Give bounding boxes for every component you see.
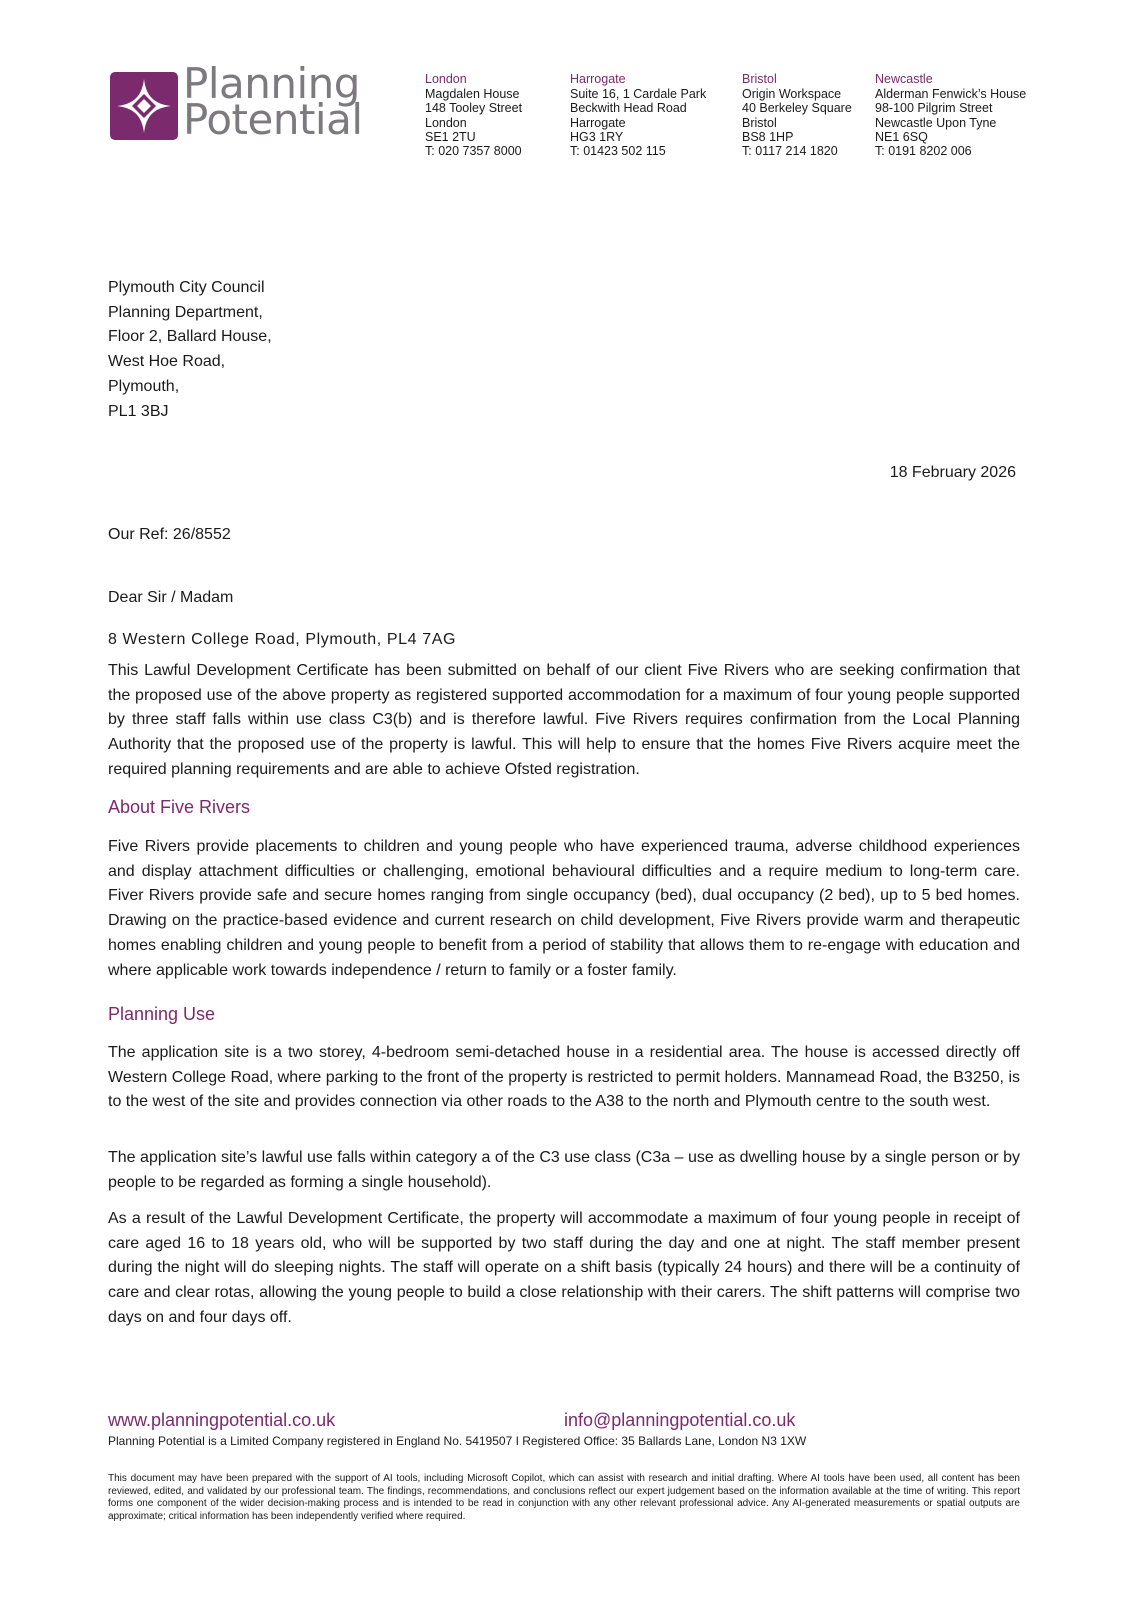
about-paragraph: Five Rivers provide placements to children and young people who have experienced trauma, adverse childhood experiences and display attachment difficulties or challenging, emotional behavioural difficulties and a require medium to long-term care. Fiver Rivers provide safe and secure homes ranging from single occupancy (bed), dual occupancy (2 bed), up to 5 bed homes. Drawing on the practice-based evidence and current research on child development, Five Rivers provide warm and therapeutic homes enabling children and young people to benefit from a period of stability that allows them to re-engage with education and where applicable work towards independence / return to family or a foster family. — [108, 838, 1020, 979]
office-line: Harrogate — [570, 115, 626, 130]
logo-mark-icon — [110, 72, 178, 140]
office-line: Bristol — [742, 115, 777, 130]
office-phone: T: 020 7357 8000 — [425, 144, 522, 159]
office-london — [425, 72, 522, 158]
office-city: Newcastle — [875, 72, 933, 86]
address-line: Plymouth, — [108, 377, 180, 395]
office-harrogate — [570, 72, 706, 158]
ai-disclaimer: This document may have been prepared with the support of AI tools, including Microsoft Copilot, which can assist with research and initial drafting. Where AI tools have been used, all content has been reviewed, edited, and validated by our professional team. The findings, recommendations, and conclusions reflect our expert judgement based on the information available at the time of writing. This report forms one component of the wider decision-making process and is intended to be read in conjunction with any other relevant professional advice. Any AI-generated measurements or spatial outputs are approximate; critical information has been independently verified where required. — [108, 1473, 1020, 1522]
office-line: SE1 2TU — [425, 129, 476, 144]
website-link[interactable]: www.planningpotential.co.uk — [108, 1410, 336, 1430]
email-link[interactable]: info@planningpotential.co.uk — [564, 1410, 796, 1430]
intro-paragraph: This Lawful Development Certificate has been submitted on behalf of our client Five Rivers who are seeking confirmation that the proposed use of the above property as registered supported accommodation for a maximum of four young people supported by three staff falls within use class C3(b) and is therefore lawful. Five Rivers requires confirmation from the Local Planning Authority that the proposed use of the property is lawful. This will help to ensure that the homes Five Rivers acquire meet the required planning requirements and are able to achieve Ofsted registration. — [108, 662, 1020, 778]
recipient-address — [108, 276, 272, 424]
office-newcastle — [875, 72, 1026, 158]
office-line: Suite 16, 1 Cardale Park — [570, 87, 707, 102]
office-line: Alderman Fenwick’s House — [875, 87, 1027, 102]
logo-line-1: Planning — [183, 59, 360, 108]
letter-date: 18 February 2026 — [889, 464, 1016, 481]
office-line: 98-100 Pilgrim Street — [875, 101, 993, 116]
office-line: Magdalen House — [425, 87, 520, 102]
logo-line-2: Potential — [183, 95, 363, 144]
address-line: PL1 3BJ — [108, 402, 169, 420]
subject-line: 8 Western College Road, Plymouth, PL4 7AG — [108, 631, 457, 648]
planning-heading: Planning Use — [108, 1004, 216, 1024]
company-registration: Planning Potential is a Limited Company registered in England No. 5419507 I Registered Office: 35 Ballards Lane, London N3 1XW — [108, 1434, 807, 1448]
office-line: HG3 1RY — [570, 129, 624, 144]
office-line: Beckwith Head Road — [570, 101, 687, 116]
office-line: London — [425, 115, 467, 130]
planning-paragraph-3: As a result of the Lawful Development Certificate, the property will accommodate a maximum of four young people in receipt of care aged 16 to 18 years old, who will be supported by two staff during the day and one at night. The staff member present during the night will do sleeping nights. The staff will operate on a shift basis (typically 24 hours) and there will be a continuity of care and clear rotas, allowing the young people to build a close relationship with their carers. The shift patterns will comprise two days on and four days off. — [108, 1210, 1020, 1326]
office-phone: T: 0117 214 1820 — [742, 144, 838, 159]
office-bristol — [742, 72, 852, 158]
address-line: Planning Department, — [108, 303, 263, 321]
office-line: 148 Tooley Street — [425, 101, 523, 116]
company-logo — [110, 59, 363, 144]
planning-paragraph-2: The application site’s lawful use falls within category a of the C3 use class (C3a – use as dwelling house by a single person or by people to be regarded as forming a single household). — [108, 1149, 1020, 1191]
planning-paragraph-1: The application site is a two storey, 4-bedroom semi-detached house in a residential area. The house is accessed directly off Western College Road, where parking to the front of the property is restricted to permit holders. Mannamead Road, the B3250, is to the west of the site and provides connection via other roads to the A38 to the north and Plymouth centre to the south west. — [108, 1044, 1020, 1111]
office-city: London — [425, 72, 467, 86]
address-line: West Hoe Road, — [108, 353, 226, 371]
office-city: Bristol — [742, 72, 777, 86]
office-line: 40 Berkeley Square — [742, 101, 852, 116]
address-line: Plymouth City Council — [108, 279, 265, 296]
our-reference: Our Ref: 26/8552 — [108, 526, 231, 543]
logo-wordmark — [183, 59, 363, 144]
office-phone: T: 0191 8202 006 — [875, 144, 972, 159]
about-heading: About Five Rivers — [108, 797, 251, 817]
office-line: Origin Workspace — [742, 87, 842, 102]
office-line: Newcastle Upon Tyne — [875, 115, 997, 130]
office-city: Harrogate — [570, 72, 626, 86]
office-phone: T: 01423 502 115 — [570, 144, 666, 159]
salutation: Dear Sir / Madam — [108, 589, 234, 606]
office-line: BS8 1HP — [742, 129, 794, 144]
address-line: Floor 2, Ballard House, — [108, 328, 272, 346]
office-line: NE1 6SQ — [875, 129, 928, 144]
